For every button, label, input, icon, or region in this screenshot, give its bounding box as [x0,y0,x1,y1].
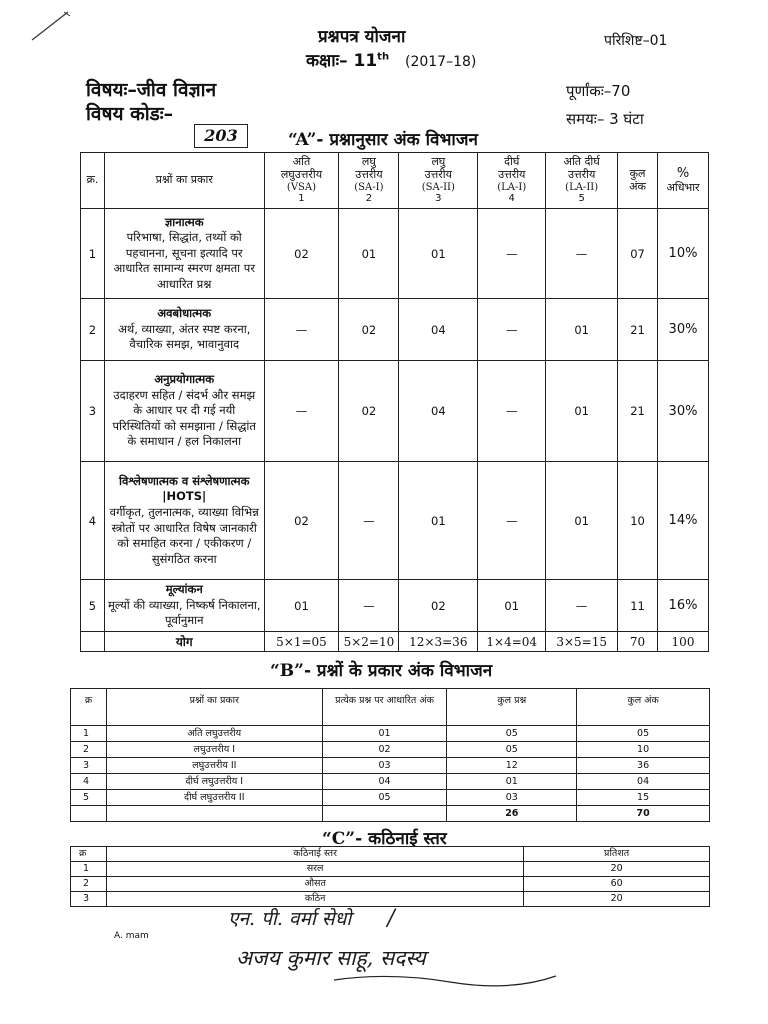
row-la1: — [478,209,546,299]
c-row-level: औसत [106,877,523,892]
pct-h1: % [676,165,690,181]
vsa-h1: अति [292,155,311,169]
row-sno: 4 [81,462,105,580]
class-label: कक्षाः– 11 [306,51,378,71]
sa1-h3: (SA-I) [354,181,384,193]
la1-h2: उत्तरीय [498,168,526,181]
b-row-total-questions: 01 [447,774,577,790]
b-row-total-marks: 05 [577,726,710,742]
b-row-total-questions: 05 [447,742,577,758]
b-row-type: दीर्घ लघुउत्तरीय II [106,790,322,806]
b-row-marks-each: 01 [322,726,447,742]
c-row-level: कठिन [106,892,523,907]
row-sa1: 01 [339,209,399,299]
b-row-total-marks: 15 [577,790,710,806]
pct-h2: अधिभार [666,180,700,194]
table-c-header-row [71,847,710,862]
total-h2: अंक [629,179,646,193]
table-row [71,742,710,758]
c-row-level: सरल [106,862,523,877]
sa2-h2: उत्तरीय [424,168,452,181]
table-row [71,726,710,742]
section-a-letter: “A” [288,130,317,150]
sa1-h2: उत्तरीय [355,168,383,181]
row-sa2: 02 [399,580,478,632]
row-vsa: 02 [264,209,339,299]
row-la2: 01 [546,361,618,462]
col-question-type: प्रश्नों का प्रकार [104,153,264,209]
sa1-h1: लघु [361,155,376,169]
col-la2 [546,153,618,209]
row-la1: — [478,462,546,580]
b-row-sno: 4 [71,774,107,790]
b-total-marks: 70 [577,806,710,822]
total-row-sno [81,632,105,652]
la2-h1: अति दीर्घ [563,155,600,169]
row-sa1: 02 [339,299,399,361]
table-row [81,361,709,462]
row-sa1: — [339,580,399,632]
c-col-sno: क्र [71,847,107,862]
row-sno: 3 [81,361,105,462]
b-row-total-questions: 12 [447,758,577,774]
row-type-desc: वर्गीकृत, तुलनात्मक, व्याख्या विभिन्न स्त्रोतों पर आधारित विषेष जानकारी को समाहित करना / एकीकरण / सुसंगठित करना [109,504,259,566]
difficulty-level-table [70,846,710,907]
row-weightage: 14% [658,462,709,580]
vsa-h4: 1 [298,193,305,205]
signature-1-text: एन. पी. वर्मा सेधो [228,908,352,930]
b-total-type [106,806,322,822]
row-question-type [104,462,264,580]
b-row-marks-each: 03 [322,758,447,774]
vsa-h3: (VSA) [286,181,317,193]
col-vsa [264,153,339,209]
table-row [81,209,709,299]
table-row [81,299,709,361]
row-weightage: 30% [658,299,709,361]
la1-h1: दीर्घ [504,155,520,169]
row-question-type [104,361,264,462]
table-a-total-row [81,632,709,652]
col-sno: क्र. [81,153,105,209]
document-title: प्रश्नपत्र योजना [318,27,406,47]
row-la1: 01 [478,580,546,632]
session-label: (2017–18) [405,54,477,70]
b-col-type: प्रश्नों का प्रकार [106,689,322,726]
row-total: 10 [618,462,658,580]
b-row-total-marks: 10 [577,742,710,758]
row-la1: — [478,361,546,462]
c-row-percent: 60 [524,877,710,892]
max-marks-label: पूर्णांकः–70 [566,82,631,100]
total-weightage: 100 [658,632,709,652]
total-h1: कुल [629,166,646,180]
marks-distribution-table [80,152,709,652]
section-b-title [270,658,492,681]
row-type-desc: मूल्यों की व्याख्या, निष्कर्ष निकालना, पूर्वानुमान [107,597,261,628]
b-col-sno: क्र [71,689,107,726]
total-row-label: योग [104,632,264,652]
c-col-level: कठिनाई स्तर [106,847,523,862]
scribble-mark: / [387,906,395,931]
row-sno: 2 [81,299,105,361]
b-row-marks-each: 04 [322,774,447,790]
row-weightage: 16% [658,580,709,632]
row-total: 21 [618,361,658,462]
row-sa2: 01 [399,209,478,299]
row-sa2: 01 [399,462,478,580]
b-row-sno: 2 [71,742,107,758]
subject-code-handwritten: 203 [194,124,248,148]
initials-label: A. mam [114,931,149,941]
signature-line-2 [236,944,426,972]
question-type-table [70,688,710,822]
row-type-title: अवबोधात्मक [157,306,212,321]
row-question-type [104,580,264,632]
sa1-h4: 2 [365,193,373,205]
row-weightage: 30% [658,361,709,462]
row-la2: 01 [546,299,618,361]
c-row-sno: 1 [71,862,107,877]
b-row-type: अति लघुउत्तरीय [106,726,322,742]
c-col-percent: प्रतिशत [524,847,710,862]
appendix-label: परिशिष्ट–01 [604,33,668,49]
corner-mark [28,10,72,44]
row-type-desc: उदाहरण सहित / संदर्भ और समझ के आधार पर दी गई नयी परिस्थितियों को समझाना / सिद्धांत के समाधान / हल निकालना [112,387,256,449]
total-vsa: 5×1=05 [264,632,339,652]
la1-h3: (LA-I) [497,181,527,193]
row-weightage: 10% [658,209,709,299]
table-row [71,790,710,806]
signature-2-text: अजय कुमार साहू, सदस्य [236,946,426,970]
row-vsa: 01 [264,580,339,632]
time-label: समयः– 3 घंटा [566,110,644,128]
b-row-marks-each: 02 [322,742,447,758]
row-la2: — [546,209,618,299]
b-col-marks-each: प्रत्येक प्रश्न पर आधारित अंक [322,689,447,726]
col-total [618,153,658,209]
subject-code-label: विषय कोडः– [86,103,174,125]
section-a-text: - प्रश्नानुसार अंक विभाजन [316,130,478,150]
sa2-h1: लघु [431,155,446,169]
b-total-sno [71,806,107,822]
row-la1: — [478,299,546,361]
row-sno: 1 [81,209,105,299]
table-row [71,877,710,892]
row-sa2: 04 [399,361,478,462]
row-type-title: ज्ञानात्मक [164,214,204,229]
row-type-title: विश्लेषणात्मक व संश्लेषणात्मक |HOTS| [119,473,250,504]
c-row-sno: 3 [71,892,107,907]
c-row-sno: 2 [71,877,107,892]
row-la2: 01 [546,462,618,580]
total-la1: 1×4=04 [478,632,546,652]
row-total: 07 [618,209,658,299]
row-sa1: 02 [339,361,399,462]
total-sa2: 12×3=36 [399,632,478,652]
row-question-type [104,209,264,299]
la2-h3: (LA-II) [565,181,599,193]
c-row-percent: 20 [524,862,710,877]
section-b-letter: “B” [270,661,304,681]
b-row-total-marks: 04 [577,774,710,790]
section-b-text: - प्रश्नों के प्रकार अंक विभाजन [303,661,493,681]
b-row-total-marks: 36 [577,758,710,774]
la2-h4: 5 [578,193,585,205]
table-b-header-row [71,689,710,726]
row-vsa: — [264,299,339,361]
b-row-total-questions: 03 [447,790,577,806]
pen-mark-icon [28,10,72,44]
sa2-h4: 3 [435,193,442,205]
b-row-type: लघुउत्तरीय I [106,742,322,758]
row-vsa: 02 [264,462,339,580]
signature-underline-icon [330,970,560,990]
row-type-title: मूल्यांकन [165,582,203,597]
section-a-title [288,127,478,150]
table-row [81,462,709,580]
table-row [71,862,710,877]
table-b-total-row [71,806,710,822]
row-question-type [104,299,264,361]
b-row-sno: 1 [71,726,107,742]
b-total-marks-each [322,806,447,822]
c-row-percent: 20 [524,892,710,907]
table-a-header-row [81,153,709,209]
b-col-total-questions: कुल प्रश्न [447,689,577,726]
row-sa2: 04 [399,299,478,361]
total-marks: 70 [618,632,658,652]
section-c-letter: “C” [322,829,356,849]
total-sa1: 5×2=10 [339,632,399,652]
b-row-total-questions: 05 [447,726,577,742]
b-total-questions: 26 [447,806,577,822]
col-la1 [478,153,546,209]
table-row [71,758,710,774]
col-sa2 [399,153,478,209]
row-type-desc: परिभाषा, सिद्धांत, तथ्यों को पहचानना, सूचना इत्यादि पर आधारित सामान्य स्मरण क्षमता पर आधारित प्रश्न [113,230,256,291]
subject-label: विषयः–जीव विज्ञान [86,79,217,101]
b-row-marks-each: 05 [322,790,447,806]
la2-h2: उत्तरीय [567,168,596,181]
table-row [71,774,710,790]
b-row-type: लघुउत्तरीय II [106,758,322,774]
row-type-title: अनुप्रयोगात्मक [154,372,215,387]
row-la2: — [546,580,618,632]
b-col-total-marks: कुल अंक [577,689,710,726]
row-sno: 5 [81,580,105,632]
row-type-desc: अर्थ, व्याख्या, अंतर स्पष्ट करना, वैचारिक समझ, भावानुवाद [118,321,251,352]
b-row-type: दीर्घ लघुउत्तरीय I [106,774,322,790]
b-row-sno: 3 [71,758,107,774]
sa2-h3: (SA-II) [421,181,455,193]
class-suffix: th [377,51,390,63]
class-line [306,48,476,71]
section-c-text: - कठिनाई स्तर [355,829,447,849]
table-row [81,580,709,632]
row-total: 21 [618,299,658,361]
col-weightage [658,153,709,209]
vsa-h2: लघुउत्तरीय [280,168,323,181]
signature-line-1 [228,905,395,931]
row-vsa: — [264,361,339,462]
la1-h4: 4 [508,193,515,205]
total-la2: 3×5=15 [546,632,618,652]
col-sa1 [339,153,399,209]
b-row-sno: 5 [71,790,107,806]
row-total: 11 [618,580,658,632]
row-sa1: — [339,462,399,580]
